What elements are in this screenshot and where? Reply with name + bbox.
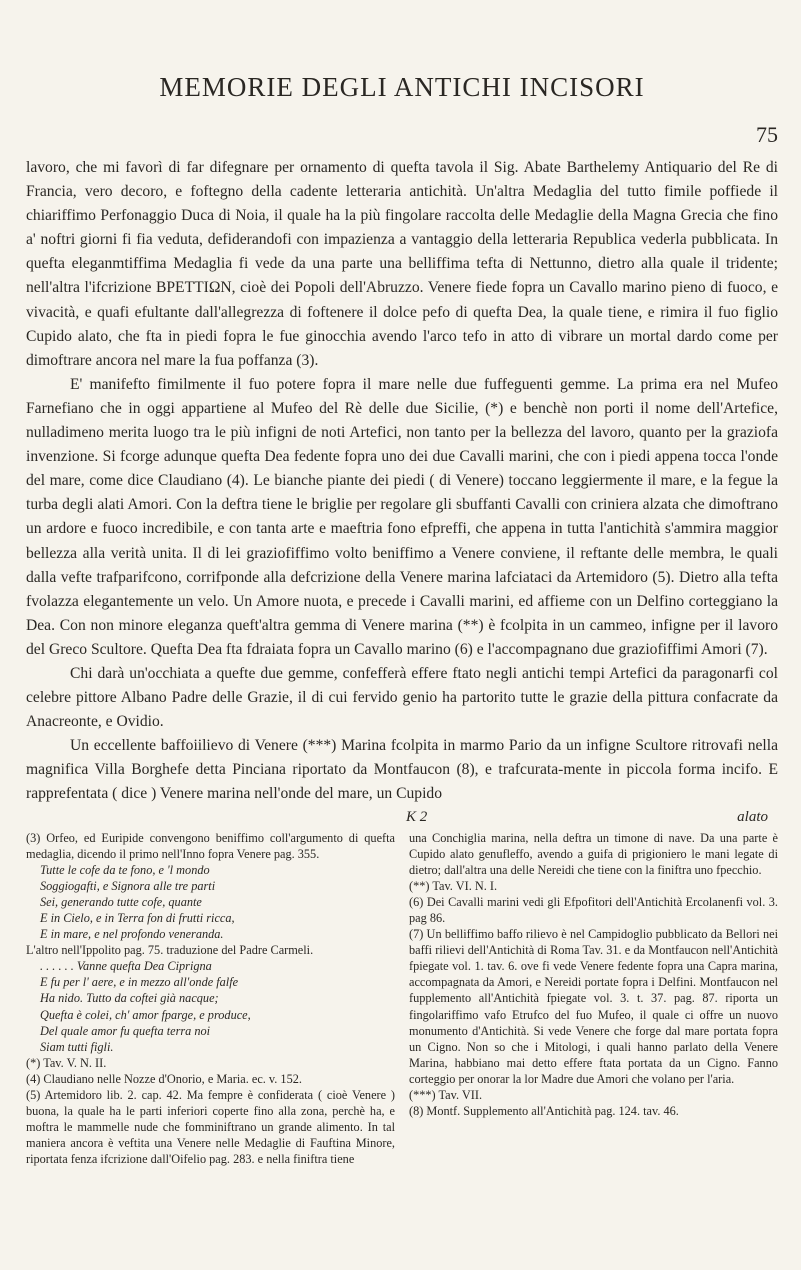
paragraph-2: E' manifefto fimilmente il fuo potere fopra il mare nelle due fuffeguenti gemme. La prima era nel Mufeo Farnefiano che in oggi appartiene al Mufeo del Rè delle due Sicilie, (*) e benchè non porti il nome dell'Artefice, nulladimeno merita luogo tra le più infigni de noti Artefici, non tanto per la bellezza del lavoro, quanto per la graziofa invenzione. Si fcorge adunque quefta Dea fedente fopra uno dei due Cavalli marini, che con i piedi appena tocca l'onde del mare, come dice Claudiano (4). Le bianche piante dei piedi ( di Venere) toccano leggiermente il mare, e la fegue la turba degli alati Amori. Con la deftra tiene le briglie per regolare gli sbuffanti Cavalli con criniera alzata che dimoftrano un ardore e fuoco incredibile, e con tanta arte e maeftria fono efpreffi, che appena in tutta l'antichità s'ammira maggior bellezza alla verità unita. Il di lei graziofiffimo volto beniffimo a Venere conviene, il reftante delle membra, le quali dalla vefte trafparifcono, corrifponde alla defcrizione della Venere marina lafciataci da Artemidoro (5). Dietro alla tefta fvolazza elegantemente un velo. Un Amore nuota, e precede i Cavalli marini, ed affieme con un Delfino corteggiano la Dea. Con non minore eleganza queft'altra gemma di Venere marina (**) è fcolpita in un cammeo, infigne per il lavoro del Greco Scultore. Quefta Dea fta fdraiata fopra un Cavallo marino (6) e l'accompagnano due graziofiffimi Amori (7). <box>26 375 778 658</box>
verse-line: . . . . . . Vanne quefta Dea Ciprigna <box>40 959 212 974</box>
footnote: (4) Claudiano nelle Nozze d'Onorio, e Maria. ec. v. 152. <box>26 1071 302 1086</box>
catchword: alato <box>737 808 768 825</box>
footnotes <box>26 830 778 1168</box>
page-number: 75 <box>756 122 778 147</box>
verse-line: Del quale amor fu quefta terra noi <box>40 1023 211 1038</box>
footnote: (***) Tav. VII. <box>409 1088 483 1103</box>
footnotes-right <box>409 830 778 1168</box>
signature-line <box>26 809 778 826</box>
verse-line: E fu per l' aere, e in mezzo all'onde falfe <box>40 975 239 990</box>
verse-line: E in Cielo, e in Terra fon di frutti ricca, <box>40 911 235 925</box>
book-page <box>26 22 778 1168</box>
footnotes-left <box>26 830 395 1168</box>
footnote: L'altro nell'Ippolito pag. 75. traduzione del Padre Carmeli. <box>26 943 314 958</box>
footnote: (*) Tav. V. N. II. <box>26 1055 107 1070</box>
running-title: MEMORIE DEGLI ANTICHI INCISORI <box>159 72 645 102</box>
paragraph-4: Un eccellente baffoiilievo di Venere (***) Marina fcolpita in marmo Pario da un infigne Scultore ritrovafi nella magnifica Villa Borghefe detta Pinciana riportato da Montfaucon (8), e trafcurata-mente in piccola forma incifo. E rapprefentata ( dice ) Venere marina nell'onde del mare, un Cupido <box>26 737 778 803</box>
verse-line: Soggiogafti, e Signora alle tre parti <box>40 878 216 893</box>
verse-line: Ha nido. Tutto da coftei già nacque; <box>40 991 219 1006</box>
signature-mark: K 2 <box>406 808 428 825</box>
verse-line: Siam tutti figli. <box>40 1039 114 1054</box>
footnote: (**) Tav. VI. N. I. <box>409 878 498 893</box>
page-header <box>26 72 778 147</box>
verse-line: E in mare, e nel profondo veneranda. <box>40 927 224 942</box>
paragraph-3: Chi darà un'occhiata a quefte due gemme, confefferà effere ftato negli antichi tempi Artefici da paragonarfi col celebre pittore Albano Padre delle Grazie, il di cui fervido genio ha partorito tutte le grazie della pittura confacrate da Anacreonte, e Ovidio. <box>26 664 778 731</box>
main-text <box>26 156 778 807</box>
footnote: (5) Artemidoro lib. 2. cap. 42. Ma fempre è confiderata ( cioè Venere ) buona, la quale ha le parti inferiori coperte fino alla zona, perchè ha, e moftra le mammelle nude che fomminiftrano un grande alimento. In tal maniera ancora è veftita una Venere nelle Medaglie di Fauftina Minore, riportata fenza ifcrizione dall'Oifelio pag. 283. e nella finiftra tiene <box>26 1088 395 1167</box>
verse-line: Sei, generando tutte cofe, quante <box>40 894 202 909</box>
paragraph-1: lavoro, che mi favorì di far difegnare per ornamento di quefta tavola il Sig. Abate Barthelemy Antiquario del Re di Francia, vero decoro, e foftegno della cadente letteraria antichità. Un'altra Medaglia del tutto fimile poffiede il chiariffimo Perfonaggio Duca di Noia, il quale ha la più fingolare raccolta delle Medaglie della Magna Grecia che fino a' noftri giorni fi fia veduta, defiderandofi con impazienza a vantaggio della letteraria Republica vederla pubblicata. In quefta eleganmtiffima Medaglia fi vede da una parte una belliffima tefta di Nettunno, dietro alla quale il tridente; nell'altra l'ifcrizione BPETTIΩN, cioè dei Popoli dell'Abruzzo. Venere fiede fopra un Cavallo marino pieno di fuoco, e vivacità, e quafi efultante dall'allegrezza di foftenere il dolce pefo di quefta Dea, la quale tiene, e rimira il fuo figlio Cupido alato, che fta in piedi fopra le fue ginocchia avendo l'arco tefo in atto di vibrare un mortal dardo come per dimoftrare ancora nel mare la fua poffanza (3). <box>26 159 778 369</box>
footnote: una Conchiglia marina, nella deftra un timone di nave. Da una parte è Cupido alato genufleffo, avendo a guifa di prigioniero le mani legate di dietro; dall'altra una delle Nereidi che tiene con la finiftra uno fpecchio. <box>409 830 778 877</box>
footnote: (7) Un belliffimo baffo rilievo è nel Campidoglio pubblicato da Bellori nei baffi rilievi dell'Antichità di Roma Tav. 31. e da Montfaucon nell'Antichità fpiegate vol. 1. tav. 6. ove fi vede Venere fedente fopra una Capra marina, accompagnata da Amori, e Nereidi portate fopra i Delfini. Montfaucon nel fupplemento all'Antichità fpiegate vol. 3. t. 37. pag. 87. riporta un fingolariffimo vafo Etrufco del fuo Mufeo, il quale ci offre un nuovo monumento d'Antichità. Si vede Venere che forge dal mare portata fopra un Cigno. Non so che i Mitologi, i quali hanno parlato della Venere Marina, habbiano mai detto effere ftata portata da un Cigno. Fanno corteggio per onorar la lor Madre due Amori che volano per l'aria. <box>409 927 778 1086</box>
verse-line: Tutte le cofe da te fono, e 'l mondo <box>40 862 210 877</box>
footnote: (3) Orfeo, ed Euripide convengono beniffimo coll'argumento di quefta medaglia, dicendo il primo nell'Inno fopra Venere pag. 355. <box>26 830 395 861</box>
verse-line: Quefta è colei, ch' amor fparge, e produce, <box>40 1007 251 1022</box>
footnote: (8) Montf. Supplemento all'Antichità pag. 124. tav. 46. <box>409 1104 679 1119</box>
footnote: (6) Dei Cavalli marini vedi gli Efpofitori dell'Antichità Ercolanenfi vol. 3. pag 86. <box>409 894 778 925</box>
